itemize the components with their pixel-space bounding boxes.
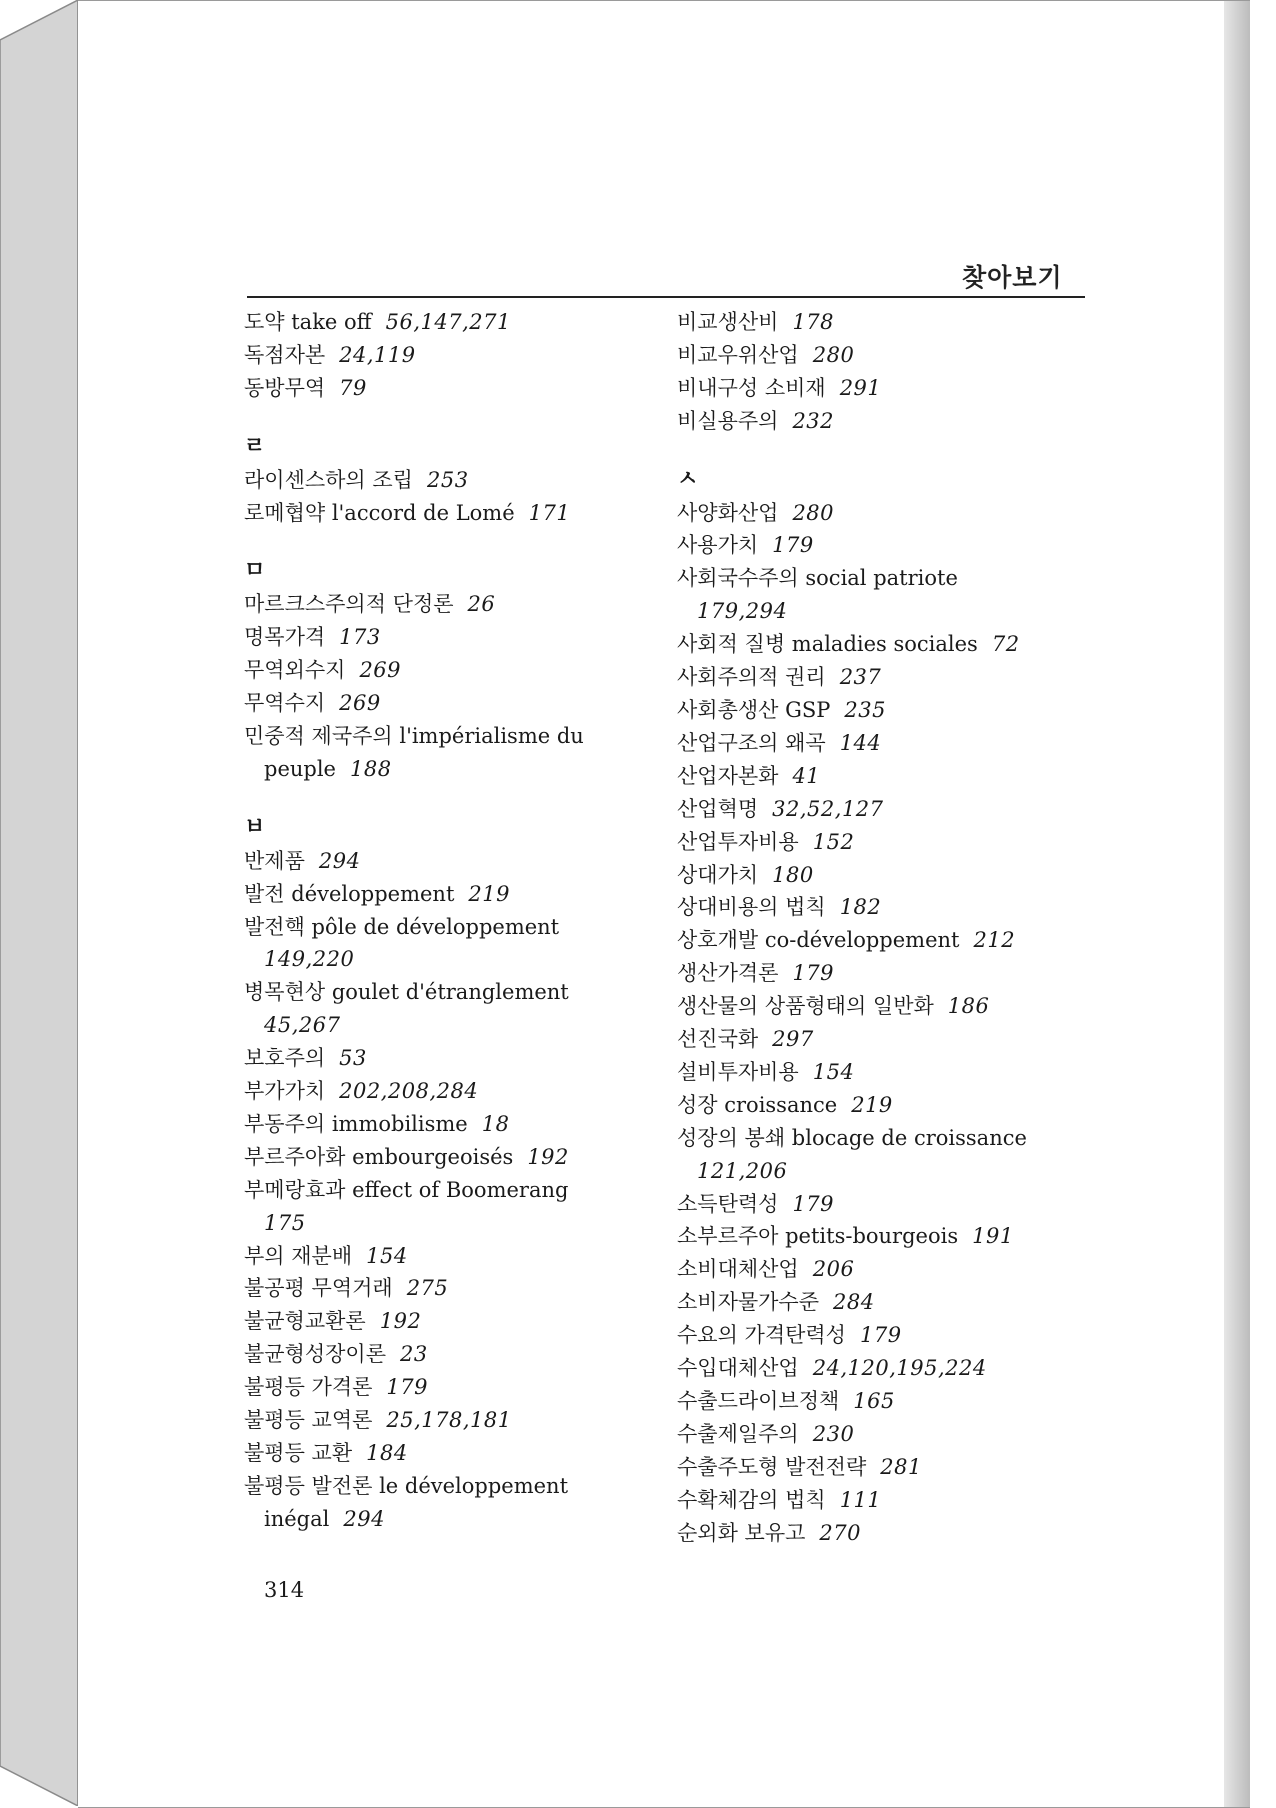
index-entry [677, 891, 1087, 924]
entry-pages: 154 [366, 1243, 408, 1268]
entry-pages: 280 [812, 342, 855, 367]
index-entry-continuation [244, 943, 644, 976]
entry-pages: 191 [972, 1224, 1014, 1249]
entry-term: 순외화 보유고 [677, 1520, 806, 1545]
entry-pages: 186 [947, 994, 990, 1019]
index-entry [244, 1042, 644, 1075]
entry-pages: 25,178,181 [386, 1408, 512, 1433]
entry-term: 산업혁명 [677, 796, 759, 821]
entry-term: 독점자본 [244, 342, 326, 367]
entry-term: 소비자물가수준 [677, 1290, 820, 1315]
index-entry-continuation [677, 595, 1087, 628]
entry-term: 민중적 제국주의 l'impérialisme du [244, 723, 584, 748]
index-entry [677, 826, 1087, 859]
entry-term: 병목현상 goulet d'étranglement [244, 980, 569, 1005]
header-rule [247, 296, 1085, 298]
entry-term: 부의 재분배 [244, 1243, 353, 1268]
entry-pages: 179 [772, 533, 814, 558]
index-entry [244, 1470, 644, 1503]
index-entry-continuation [244, 1009, 644, 1042]
entry-pages: 269 [339, 691, 381, 716]
index-entry [677, 497, 1087, 530]
entry-term: 생산물의 상품형태의 일반화 [677, 994, 934, 1019]
index-entry [244, 654, 644, 687]
entry-pages: 165 [853, 1389, 895, 1413]
page-number: 314 [264, 1578, 305, 1602]
entry-term: 수확체감의 법칙 [677, 1487, 826, 1512]
entry-pages: 284 [833, 1290, 875, 1315]
entry-pages: 235 [844, 697, 886, 722]
index-entry [244, 1075, 644, 1108]
entry-pages: 45,267 [264, 1013, 341, 1038]
index-entry [244, 1404, 644, 1437]
entry-pages: 219 [468, 881, 510, 906]
entry-term: 사회국수주의 social patriote [677, 566, 958, 591]
entry-pages: 269 [359, 658, 402, 683]
entry-pages: 212 [973, 928, 1016, 953]
entry-term: 발전핵 pôle de développement [244, 914, 560, 939]
entry-term: 로메협약 l'accord de Lomé [244, 500, 515, 525]
entry-pages: 72 [991, 632, 1020, 657]
entry-pages: 206 [812, 1257, 855, 1282]
entry-term: 불평등 가격론 [244, 1375, 373, 1400]
entry-pages: 53 [339, 1046, 367, 1071]
entry-pages: 179 [792, 1191, 835, 1216]
entry-term: 선진국화 [677, 1027, 759, 1052]
entry-term: 상호개발 co-développement [677, 928, 960, 953]
entry-term: 설비투자비용 [677, 1059, 799, 1084]
index-entry [677, 1023, 1087, 1056]
entry-term: 산업구조의 왜곡 [677, 730, 826, 755]
entry-term: 소득탄력성 [677, 1191, 779, 1216]
entry-term: 불공평 무역거래 [244, 1276, 393, 1301]
entry-pages: 232 [792, 408, 835, 433]
index-entry [244, 687, 644, 720]
entry-term: 동방무역 [244, 375, 326, 400]
entry-term: 사회주의적 권리 [677, 665, 826, 690]
index-entry [677, 793, 1087, 826]
index-entry [677, 1484, 1087, 1517]
entry-term: 라이센스하의 조립 [244, 467, 413, 492]
entry-term: 산업투자비용 [677, 829, 799, 854]
entry-term: 부동주의 immobilisme [244, 1111, 468, 1136]
index-entry [244, 1338, 644, 1371]
entry-term: 수입대체산업 [677, 1356, 799, 1381]
entry-term: 발전 développement [244, 881, 455, 906]
entry-term: 보호주의 [244, 1046, 326, 1071]
index-entry-continuation [244, 1503, 644, 1536]
index-entry [677, 727, 1087, 760]
index-entry [244, 621, 644, 654]
index-entry [677, 405, 1087, 438]
entry-pages: 79 [339, 375, 367, 400]
entry-pages: 188 [349, 756, 392, 781]
entry-pages: 171 [528, 500, 571, 525]
entry-pages: 18 [481, 1111, 510, 1136]
index-entry [677, 306, 1087, 339]
entry-term: 사용가치 [677, 533, 759, 558]
entry-pages: 179 [792, 961, 835, 986]
index-entry [677, 339, 1087, 372]
entry-term: 명목가격 [244, 625, 326, 650]
section-gap [677, 438, 1087, 462]
entry-pages: 144 [839, 730, 882, 755]
index-entry [677, 372, 1087, 405]
index-column-left [244, 306, 644, 1536]
index-entry [677, 1188, 1087, 1221]
index-entry [677, 1418, 1087, 1451]
index-entry [244, 464, 644, 497]
entry-term: 반제품 [244, 848, 305, 873]
entry-term: 소부르주아 petits-bourgeois [677, 1224, 959, 1249]
book-spine [0, 0, 78, 1806]
index-entry [677, 1319, 1087, 1352]
entry-pages: 281 [880, 1454, 922, 1479]
index-entry [677, 1056, 1087, 1089]
entry-pages: 111 [839, 1487, 882, 1512]
index-entry [677, 760, 1087, 793]
entry-pages: 26 [467, 592, 496, 617]
entry-pages: 178 [792, 310, 835, 334]
entry-term: 소비대체산업 [677, 1257, 799, 1282]
index-entry [244, 1240, 644, 1273]
entry-term: 부메랑효과 effect of Boomerang [244, 1177, 569, 1202]
entry-term: 산업자본화 [677, 763, 779, 788]
entry-pages: 219 [851, 1092, 893, 1117]
entry-term: 불균형교환론 [244, 1309, 366, 1334]
index-entry [677, 859, 1087, 892]
entry-pages: 32,52,127 [772, 796, 884, 821]
entry-pages: 270 [819, 1520, 861, 1545]
index-entry [677, 1385, 1087, 1418]
index-entry [244, 720, 644, 753]
index-entry [244, 306, 644, 339]
entry-pages: 291 [839, 375, 882, 400]
entry-pages: 121,206 [697, 1158, 788, 1183]
entry-pages: 154 [812, 1059, 855, 1084]
entry-term: 무역수지 [244, 691, 326, 716]
section-gap [244, 405, 644, 429]
index-column-right [677, 306, 1087, 1550]
index-entry [677, 957, 1087, 990]
index-entry [244, 372, 644, 405]
entry-pages: 179 [386, 1375, 428, 1400]
index-entry [677, 1089, 1087, 1122]
entry-term: 불평등 교환 [244, 1441, 353, 1465]
entry-term: 사회총생산 GSP [677, 697, 831, 722]
entry-term: 수출드라이브정책 [677, 1389, 840, 1413]
entry-pages: 192 [379, 1309, 422, 1334]
index-entry [677, 924, 1087, 957]
entry-pages: 237 [839, 665, 882, 690]
entry-term: 비교우위산업 [677, 342, 799, 367]
entry-term: 불평등 발전론 le développement [244, 1473, 569, 1498]
section-gap [244, 529, 644, 553]
index-entry [244, 339, 644, 372]
index-entry [677, 1122, 1087, 1155]
section-letter: ㅂ [244, 814, 266, 840]
entry-term: 도약 take off [244, 310, 372, 334]
entry-pages: 294 [343, 1506, 385, 1531]
index-entry [677, 1352, 1087, 1385]
entry-pages: 23 [400, 1342, 428, 1367]
entry-term: 성장 croissance [677, 1092, 838, 1117]
entry-term: 수출주도형 발전전략 [677, 1454, 867, 1479]
entry-term: 부르주아화 embourgeoisés [244, 1144, 514, 1169]
entry-pages: 192 [527, 1144, 569, 1169]
index-entry [244, 1371, 644, 1404]
entry-pages: 179 [859, 1323, 902, 1348]
index-entry [244, 878, 644, 911]
index-entry [677, 1286, 1087, 1319]
entry-term: inégal [264, 1506, 330, 1531]
index-entry [677, 661, 1087, 694]
entry-term: peuple [264, 756, 336, 781]
entry-term: 생산가격론 [677, 961, 779, 986]
index-entry [244, 588, 644, 621]
index-entry [244, 1305, 644, 1338]
entry-term: 상대비용의 법칙 [677, 895, 826, 920]
index-entry [244, 845, 644, 878]
index-entry [677, 1451, 1087, 1484]
entry-pages: 179,294 [697, 599, 788, 624]
index-entry [244, 976, 644, 1009]
index-entry [244, 1174, 644, 1207]
running-head: 찾아보기 [962, 263, 1063, 292]
entry-term: 비내구성 소비재 [677, 375, 826, 400]
entry-pages: 182 [839, 895, 882, 920]
entry-term: 수출제일주의 [677, 1421, 799, 1446]
index-entry [244, 1108, 644, 1141]
entry-pages: 184 [366, 1441, 408, 1465]
entry-pages: 152 [812, 829, 855, 854]
index-entry [677, 1517, 1087, 1550]
entry-pages: 175 [264, 1210, 306, 1235]
entry-pages: 149,220 [264, 947, 355, 972]
index-entry [677, 1253, 1087, 1286]
entry-pages: 24,120,195,224 [812, 1356, 987, 1381]
index-entry [244, 1272, 644, 1305]
entry-term: 부가가치 [244, 1079, 326, 1104]
entry-term: 성장의 봉쇄 blocage de croissance [677, 1125, 1027, 1150]
entry-pages: 56,147,271 [385, 310, 511, 334]
entry-term: 사양화산업 [677, 500, 779, 525]
entry-pages: 24,119 [339, 342, 416, 367]
entry-pages: 297 [772, 1027, 814, 1052]
page-edge-shadow [1224, 1, 1250, 1807]
entry-pages: 41 [792, 763, 821, 788]
entry-pages: 173 [339, 625, 381, 650]
section-letter: ㄹ [244, 433, 266, 459]
entry-pages: 180 [772, 862, 814, 887]
entry-term: 상대가치 [677, 862, 759, 887]
entry-term: 비교생산비 [677, 310, 779, 334]
entry-pages: 230 [812, 1421, 855, 1446]
section-letter: ㅁ [244, 558, 266, 584]
entry-term: 수요의 가격탄력성 [677, 1323, 846, 1348]
index-entry [244, 1437, 644, 1470]
entry-pages: 202,208,284 [339, 1079, 479, 1104]
index-entry [677, 562, 1087, 595]
section-gap [244, 786, 644, 810]
index-entry [677, 1220, 1087, 1253]
entry-pages: 280 [792, 500, 835, 525]
index-entry [677, 529, 1087, 562]
entry-term: 불평등 교역론 [244, 1408, 373, 1433]
index-entry [677, 990, 1087, 1023]
entry-term: 비실용주의 [677, 408, 779, 433]
index-entry-continuation [244, 1207, 644, 1240]
index-entry-continuation [244, 753, 644, 786]
entry-term: 마르크스주의적 단정론 [244, 592, 454, 617]
index-entry [677, 628, 1087, 661]
index-entry [244, 497, 644, 530]
index-entry-continuation [677, 1155, 1087, 1188]
entry-term: 불균형성장이론 [244, 1342, 387, 1367]
entry-term: 무역외수지 [244, 658, 346, 683]
entry-pages: 294 [318, 848, 361, 873]
index-entry [244, 1141, 644, 1174]
section-letter: ㅅ [677, 466, 699, 492]
entry-pages: 275 [406, 1276, 449, 1301]
entry-term: 사회적 질병 maladies sociales [677, 632, 978, 657]
index-entry [677, 694, 1087, 727]
entry-pages: 253 [426, 467, 469, 492]
index-entry [244, 911, 644, 944]
